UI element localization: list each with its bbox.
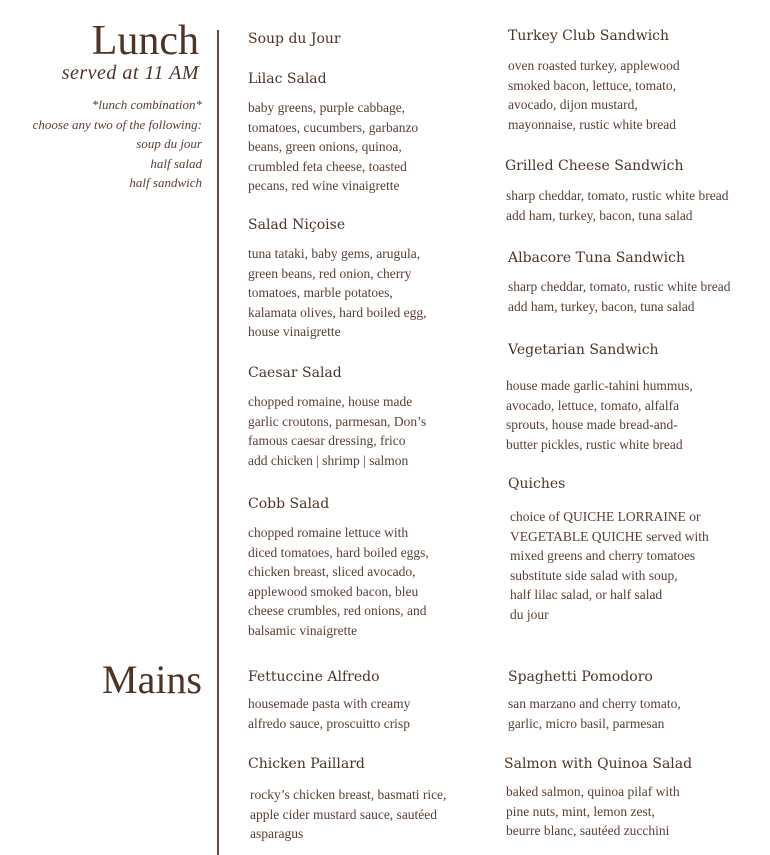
menu-item-title: Cobb Salad [248, 496, 330, 512]
menu-item-title: Fettuccine Alfredo [248, 669, 380, 685]
menu-item-description: sharp cheddar, tomato, rustic white bread add ham, turkey, bacon, tuna salad [508, 279, 731, 314]
menu-item-description: oven roasted turkey, applewood smoked bacon, lettuce, tomato, avocado, dijon mustard, mayonnaise, rustic white bread [508, 58, 680, 132]
menu-item-description: rocky’s chicken breast, basmati rice, apple cider mustard sauce, sautéed asparagus [250, 787, 447, 842]
menu-item-title: Turkey Club Sandwich [508, 28, 670, 44]
menu-item-title: Grilled Cheese Sandwich [505, 158, 684, 174]
lunch-title: Lunch [91, 18, 199, 64]
menu-item-title: Salad Niçoise [248, 217, 346, 233]
menu-item-description: choice of QUICHE LORRAINE or VEGETABLE QUICHE served with mixed greens and cherry tomatoes substitute side salad with soup, half lilac salad, or half salad du jour [510, 509, 709, 622]
menu-item-title: Albacore Tuna Sandwich [508, 250, 685, 266]
menu-item-title: Chicken Paillard [248, 756, 365, 772]
menu-item-description: chopped romaine lettuce with diced tomatoes, hard boiled eggs, chicken breast, sliced avocado, applewood smoked bacon, bleu cheese crumbles, red onions, and balsamic vinaigrette [248, 525, 429, 638]
menu-item-description: sharp cheddar, tomato, rustic white bread add ham, turkey, bacon, tuna salad [506, 188, 729, 223]
lunch-served-time: served at 11 AM [61, 62, 199, 84]
menu-item-description: baby greens, purple cabbage, tomatoes, cucumbers, garbanzo beans, green onions, quinoa, crumbled feta cheese, toasted pecans, red wine vinaigrette [248, 100, 419, 194]
menu-item-description: house made garlic-tahini hummus, avocado, lettuce, tomato, alfalfa sprouts, house made bread-and- butter pickles, rustic white bread [506, 378, 693, 452]
lunch-combination-note: *lunch combination* choose any two of the following: soup du jour half salad half sandwich [32, 97, 202, 190]
menu-item-description: chopped romaine, house made garlic croutons, parmesan, Don’s famous caesar dressing, frico add chicken | shrimp | salmon [248, 394, 427, 468]
menu-item-description: san marzano and cherry tomato, garlic, micro basil, parmesan [508, 696, 681, 731]
menu-item-description: tuna tataki, baby gems, arugula, green beans, red onion, cherry tomatoes, marble potatoes, kalamata olives, hard boiled egg, house vinaigrette [248, 246, 427, 340]
menu-item-description: baked salmon, quinoa pilaf with pine nuts, mint, lemon zest, beurre blanc, sautéed zucchini [506, 784, 680, 839]
menu-item-description: housemade pasta with creamy alfredo sauce, proscuitto crisp [248, 696, 411, 731]
vertical-divider [217, 30, 219, 855]
menu-item-title: Salmon with Quinoa Salad [504, 756, 693, 772]
menu-item-title: Quiches [508, 476, 566, 492]
menu-item-title: Spaghetti Pomodoro [508, 669, 653, 685]
menu-item-title: Soup du Jour [248, 31, 341, 47]
menu-item-title: Vegetarian Sandwich [508, 342, 659, 358]
mains-title: Mains [102, 657, 202, 702]
menu-item-title: Lilac Salad [248, 71, 327, 87]
menu-item-title: Caesar Salad [248, 365, 342, 381]
